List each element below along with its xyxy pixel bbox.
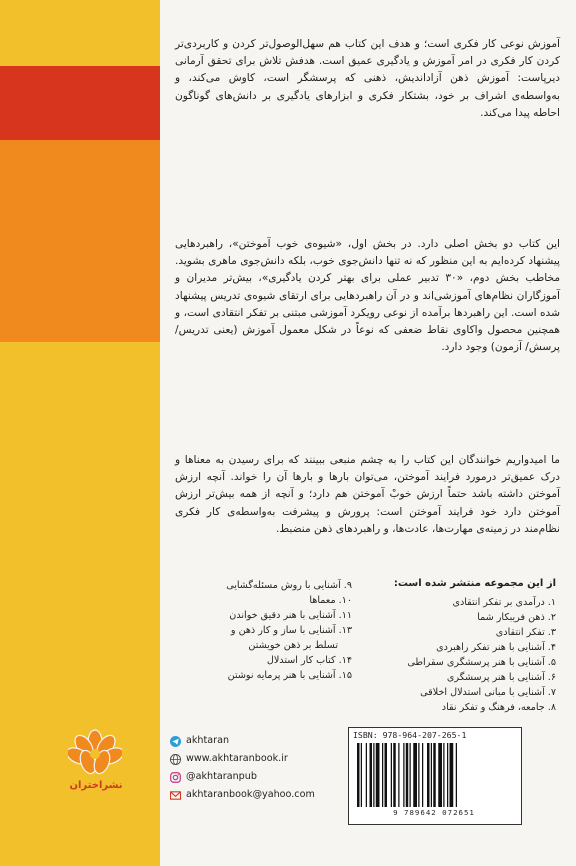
barcode-bar bbox=[382, 743, 383, 807]
contact-text: akhtaran bbox=[186, 735, 230, 746]
list-item: ۱۰. معماها bbox=[309, 595, 352, 606]
barcode-bar bbox=[433, 743, 436, 807]
barcode-bar bbox=[406, 743, 409, 807]
isbn-label: ISBN: 978-964-207-265-1 bbox=[353, 730, 467, 740]
list-item: ۱۳. آشنایی با ساز و کار ذهن و bbox=[230, 625, 352, 636]
list-item: ۱۵. آشنایی با هنر پرمایه نوشتن bbox=[227, 670, 352, 681]
barcode-bar bbox=[422, 743, 423, 807]
barcode-bar bbox=[456, 743, 457, 807]
instagram-icon bbox=[170, 772, 181, 783]
barcode-bar bbox=[447, 743, 448, 807]
barcode-bar bbox=[427, 743, 430, 807]
list-item: ۱۴. کتاب کار استدلال bbox=[266, 655, 352, 666]
barcode-bar bbox=[391, 743, 392, 807]
series-heading: از این مجموعه منتشر شده است: bbox=[393, 578, 556, 589]
barcode-bar bbox=[376, 743, 380, 807]
contact-text: www.akhtaranbook.ir bbox=[186, 753, 288, 764]
list-item: ۴. آشنایی با هنر تفکر راهبردی bbox=[436, 642, 556, 653]
barcode-bar bbox=[393, 743, 396, 807]
contact-instagram bbox=[170, 768, 340, 786]
barcode-bar bbox=[413, 743, 417, 807]
barcode-bar bbox=[361, 743, 362, 807]
list-item: ۸. جامعه، فرهنگ و تفکر نقاد bbox=[441, 702, 556, 713]
barcode-bar bbox=[450, 743, 454, 807]
barcode-bar bbox=[410, 743, 411, 807]
barcode-bar bbox=[398, 743, 399, 807]
list-item: ۷. آشنایی با مبانی استدلال اخلاقی bbox=[420, 687, 556, 698]
barcode-icon bbox=[355, 743, 513, 807]
blurb-paragraph-3: ما امیدواریم خوانندگان این کتاب را به چشم منبعی ببینند که برای رسیدن به معناها و درک عمیق‌تر درمورد فرایند آموختن، می‌توان بارها و بارها آن را خواند. آنچه ارزش آموختن داشته باشد حتماً ارزش خوبْ آموختن هم دارد؛ و آنچه از همه بیش‌تر ارزش آموختن دارد خود فرایند آموختن است: پرورش و پیشرفت به‌واسطه‌ی کار فکری نظام‌مند در زمینه‌ی مهارت‌ها، عادت‌ها، و راهبردهای ذهن منضبط. bbox=[175, 454, 560, 535]
barcode-bar bbox=[385, 743, 388, 807]
blurb-paragraph-2: این کتاب دو بخش اصلی دارد. در بخش اول، «شیوه‌ی خوب آموختن»، راهبردهایی پیشنهاد کرده‌ایم به این منظور که نه تنها دانش‌جوی خوب، بلکه دانش‌جوی ماهری بشوید. مخاطب بخش دوم، «۳۰ تدبیر عملی برای بهتر کردن یادگیری»، بیش‌تر مدیران و آموزگاران نظام‌های آموزشی‌اند و در آن راهبردهایی برای ارتقای شیوه‌ی تدریس پیشنهاد شده است. این راهبردها برآمده از نوعی رویکرد آموزشی مبتنی بر تفکر انتقادی است، و همچنین محصول واکاوی نقاط ضعفی که نوعاً در شکل معمول آموزش (یعنی تدریس/ پرسش/ آزمون) وجود دارد. bbox=[175, 238, 560, 354]
list-item: ۳. تفکر انتقادی bbox=[495, 627, 556, 638]
blurb-paragraph-1: آموزش نوعی کار فکری است؛ و هدف این کتاب هم سهل‌الوصول‌تر کردن و کاربردی‌تر کردن کار فکری در امر آموزش و یادگیری عمیق است. هدفش تلاش برای تحقق آرمانی دیرپاست: آموزش ذهن آزاداندیش، ذهنی که پرسشگر است، کاوش می‌کند، و به‌واسطه‌ی اشراف بر خود، بشتکار فکری و ابزارهای یادگیری بر دانش‌های گوناگون احاطه پیدا می‌کند. bbox=[175, 38, 560, 119]
series-list-right bbox=[316, 576, 556, 715]
isbn-barcode-box bbox=[348, 727, 522, 825]
contact-text: @akhtaranpub bbox=[186, 771, 257, 782]
red-band bbox=[0, 66, 160, 140]
email-icon bbox=[170, 790, 181, 801]
barcode-bar bbox=[366, 743, 367, 807]
barcode-bar bbox=[357, 743, 360, 807]
barcode-bar bbox=[373, 743, 374, 807]
contact-list bbox=[170, 732, 340, 804]
telegram-icon bbox=[170, 736, 181, 747]
series-list-left bbox=[172, 578, 352, 683]
list-item: ۹. آشنایی با روش مسئله‌گشایی bbox=[226, 580, 352, 591]
list-item: ۵. آشنایی با هنر پرسشگری سقراطی bbox=[407, 657, 556, 668]
contact-telegram bbox=[170, 732, 340, 750]
list-item: ۲. ذهن فریبکار شما bbox=[477, 612, 556, 623]
contact-web bbox=[170, 750, 340, 768]
barcode-bar bbox=[370, 743, 373, 807]
publisher-logo-icon bbox=[68, 728, 122, 782]
contact-email bbox=[170, 786, 340, 804]
barcode-bar bbox=[443, 743, 444, 807]
list-item: تسلط بر ذهن خویشتن bbox=[248, 640, 338, 651]
web-icon bbox=[170, 754, 181, 765]
barcode-bar bbox=[431, 743, 432, 807]
barcode-bar bbox=[403, 743, 404, 807]
list-item: ۶. آشنایی با هنر پرسشگری bbox=[446, 672, 556, 683]
contact-text: akhtaranbook@yahoo.com bbox=[186, 789, 315, 800]
barcode-digits: 9 789642 072651 bbox=[393, 808, 475, 817]
list-item: ۱۱. آشنایی با هنر دقیق خواندن bbox=[229, 610, 352, 621]
barcode-bar bbox=[418, 743, 419, 807]
barcode-bar bbox=[438, 743, 442, 807]
orange-band bbox=[0, 140, 160, 342]
publisher-name: نشراختران bbox=[69, 780, 123, 791]
list-item: ۱. درآمدی بر تفکر انتقادی bbox=[452, 597, 556, 608]
